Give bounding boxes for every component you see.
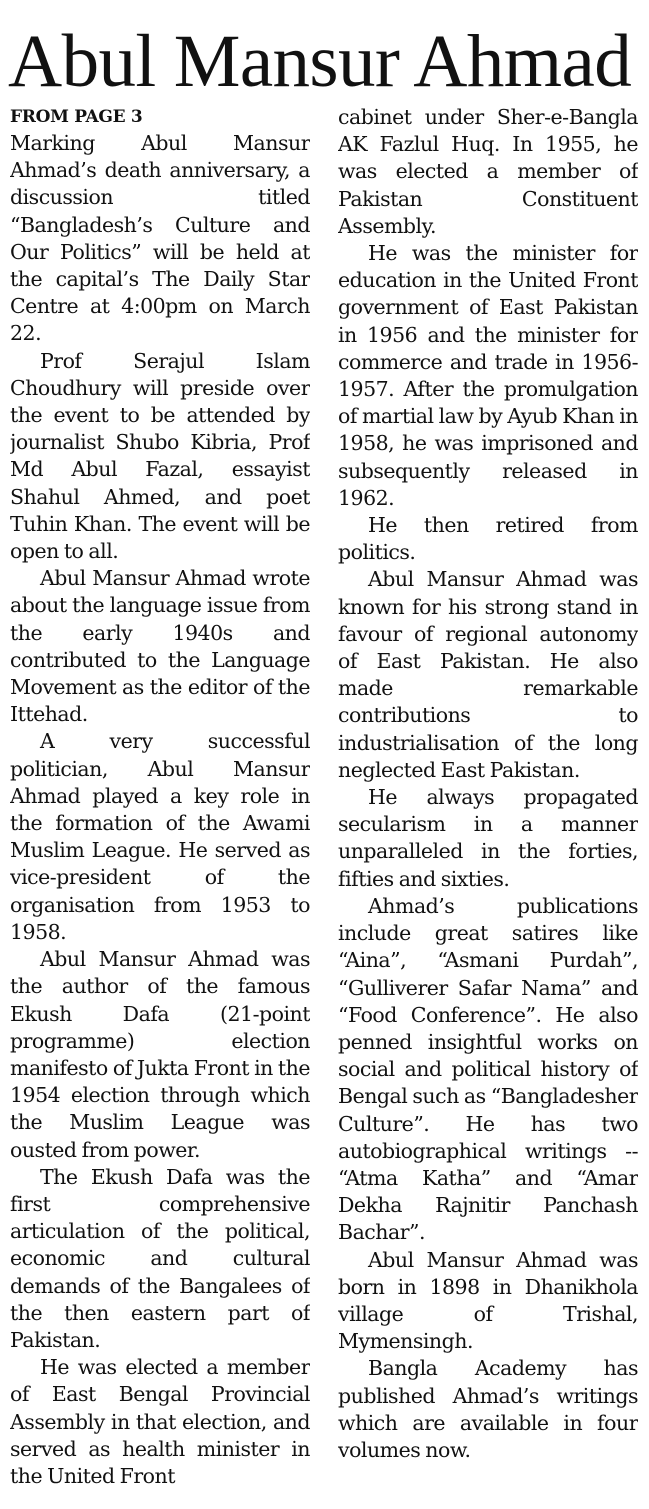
paragraph: Prof Serajul Islam Choudhury will preside over the event to be attended by journalist Shubo Kibria, Prof Md Abul Fazal, essayist Shahul Ahmed, and poet Tuhin Khan. The event will be open to all.	[10, 348, 310, 564]
paragraph: He then retired from politics.	[338, 513, 638, 565]
paragraph: Abul Mansur Ahmad wrote about the language issue from the early 1940s and contributed to the Language Movement as the editor of the Ittehad.	[10, 566, 310, 727]
left-column	[10, 104, 310, 1509]
paragraph: He was the minister for education in the United Front government of East Pakistan in 1956 and the minister for commerce and trade in 1956-1957. After the promulgation of martial law by Ayub Khan in 1958, he was imprisoned and subsequently released in 1962.	[338, 241, 638, 510]
paragraph: He was elected a member of East Bengal Provincial Assembly in that election, and served as health minister in the United Front	[10, 1355, 310, 1488]
paragraph: Bangla Academy has published Ahmad’s writings which are available in four volumes now.	[338, 1356, 638, 1462]
jump-kicker: FROM PAGE 3	[10, 107, 143, 127]
paragraph-continued: cabinet under Sher-e-Bangla AK Fazlul Huq. In 1955, he was elected a member of Pakistan Constituent Assembly.	[338, 105, 638, 238]
paragraph: Abul Mansur Ahmad was born in 1898 in Dhanikhola village of Trishal, Mymensingh.	[338, 1247, 638, 1354]
paragraph: The Ekush Dafa was the first comprehensive articulation of the political, economic and cultural demands of the Bangalees of the then eastern part of Pakistan.	[10, 1164, 310, 1352]
paragraph: He always propagated secularism in a manner unparalleled in the forties, fifties and sixties.	[338, 785, 638, 891]
paragraph: Marking Abul Mansur Ahmad’s death anniversary, a discussion titled “Bangladesh’s Culture and Our Politics” will be held at the capital’s The Daily Star Centre at 4:00pm on March 22.	[10, 131, 310, 346]
paragraph: Abul Mansur Ahmad was known for his strong stand in favour of regional autonomy of East Pakistan. He also made remarkable contributions to industrialisation of the long neglected East Pakistan.	[338, 567, 638, 782]
paragraph: Abul Mansur Ahmad was the author of the famous Ekush Dafa (21-point programme) election manifesto of Jukta Front in the 1954 election through which the Muslim League was ousted from power.	[10, 947, 310, 1162]
headline: Abul Mansur Ahmad	[8, 20, 632, 103]
paragraph: Ahmad’s publications include great satires like “Aina”, “Asmani Purdah”, “Gulliverer Safar Nama” and “Food Conference”. He also penned insightful works on social and political history of Bengal such as “Bangladesher Culture”. He has two autobiographical writings -- “Atma Katha” and “Amar Dekha Rajnitir Panchash Bachar”.	[338, 893, 638, 1245]
paragraph: A very successful politician, Abul Mansur Ahmad played a key role in the formation of the Awami Muslim League. He served as vice-president of the organisation from 1953 to 1958.	[10, 729, 310, 944]
right-column	[338, 104, 638, 1509]
